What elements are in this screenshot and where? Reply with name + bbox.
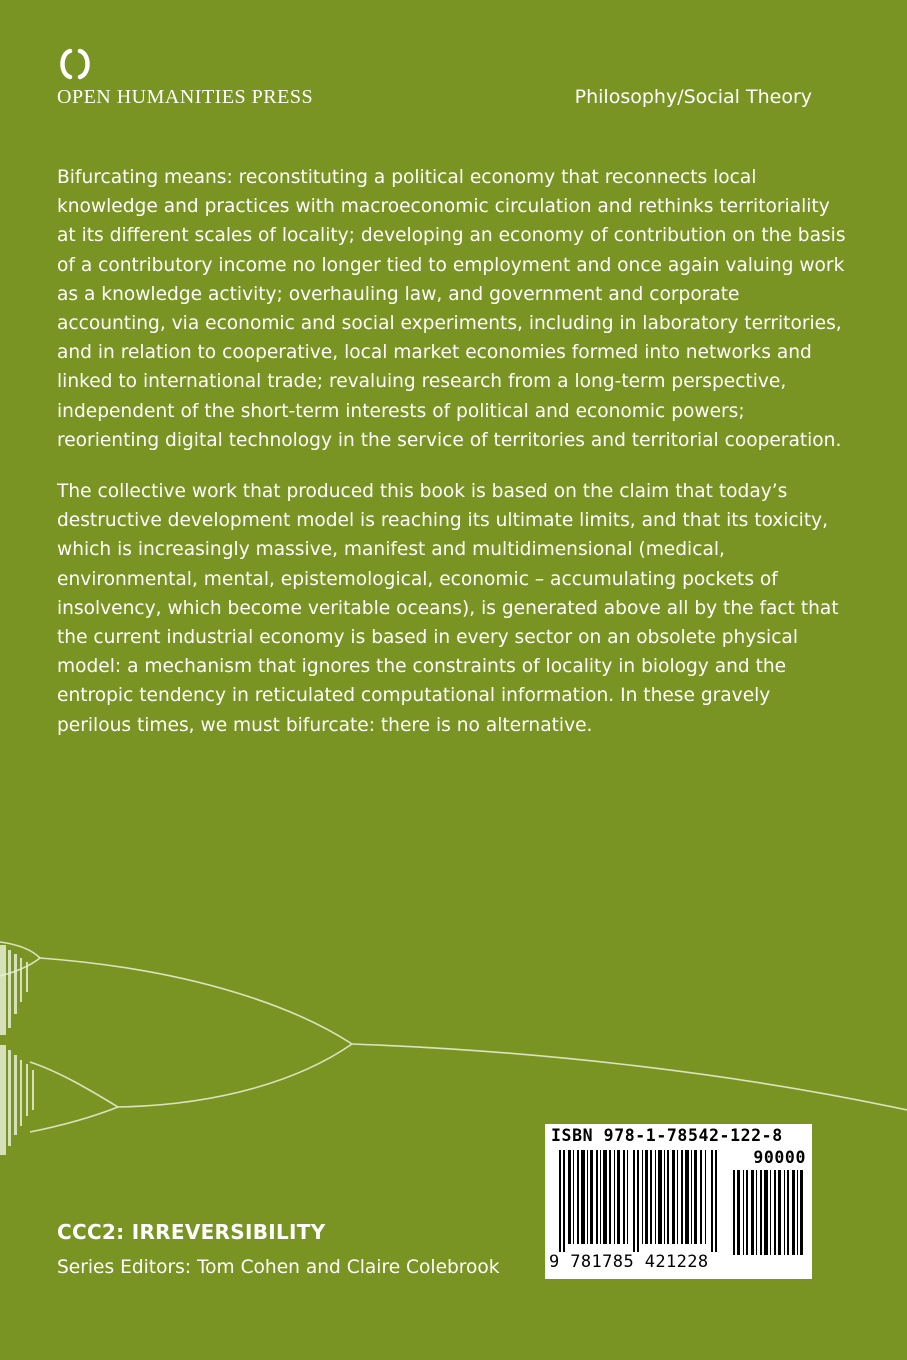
isbn-barcode bbox=[545, 1124, 812, 1279]
back-cover-blurb bbox=[57, 163, 847, 762]
ean-digits: 9 781785 421228 bbox=[549, 1252, 709, 1272]
series-title: CCC2: IRREVERSIBILITY bbox=[57, 1220, 326, 1244]
publisher-name: OPEN HUMANITIES PRESS bbox=[57, 86, 314, 108]
blurb-paragraph: Bifurcating means: reconstituting a political economy that reconnects local knowledge and practices with macroeconomic circulation and rethinks territoriality at its different scales of locality; developing an economy of contribution on the basis of a contributory income no longer tied to employment and once again valuing work as a knowledge activity; overhauling law, and government and corporate accounting, via economic and social experiments, including in laboratory territories, and in relation to cooperative, local market economies formed into networks and linked to international trade; revaluing research from a long-term perspective, independent of the short-term interests of political and economic powers; reorienting digital technology in the service of territories and territorial cooperation. bbox=[57, 167, 846, 451]
barcode-addon-bars bbox=[733, 1170, 805, 1255]
barcode-bars bbox=[559, 1150, 719, 1252]
isbn-label: ISBN 978-1-78542-122-8 bbox=[551, 1126, 783, 1145]
book-category: Philosophy/Social Theory bbox=[574, 86, 812, 108]
barcode-addon-label: 90000 bbox=[753, 1148, 806, 1167]
parentheses-logo-icon bbox=[56, 48, 96, 80]
blurb-paragraph: The collective work that produced this book is based on the claim that today’s destructive development model is reaching its ultimate limits, and that its toxicity, which is increasingly massive, manifest and multidimensional (medical, environmental, mental, epistemological, economic – accumulating pockets of insolvency, which become veritable oceans), is generated above all by the fact that the current industrial economy is based in every sector on an obsolete physical model: a mechanism that ignores the constraints of locality in biology and the entropic tendency in reticulated computational information. In these gravely perilous times, we must bifurcate: there is no alternative. bbox=[57, 481, 839, 736]
series-editors: Series Editors: Tom Cohen and Claire Colebrook bbox=[57, 1257, 500, 1278]
